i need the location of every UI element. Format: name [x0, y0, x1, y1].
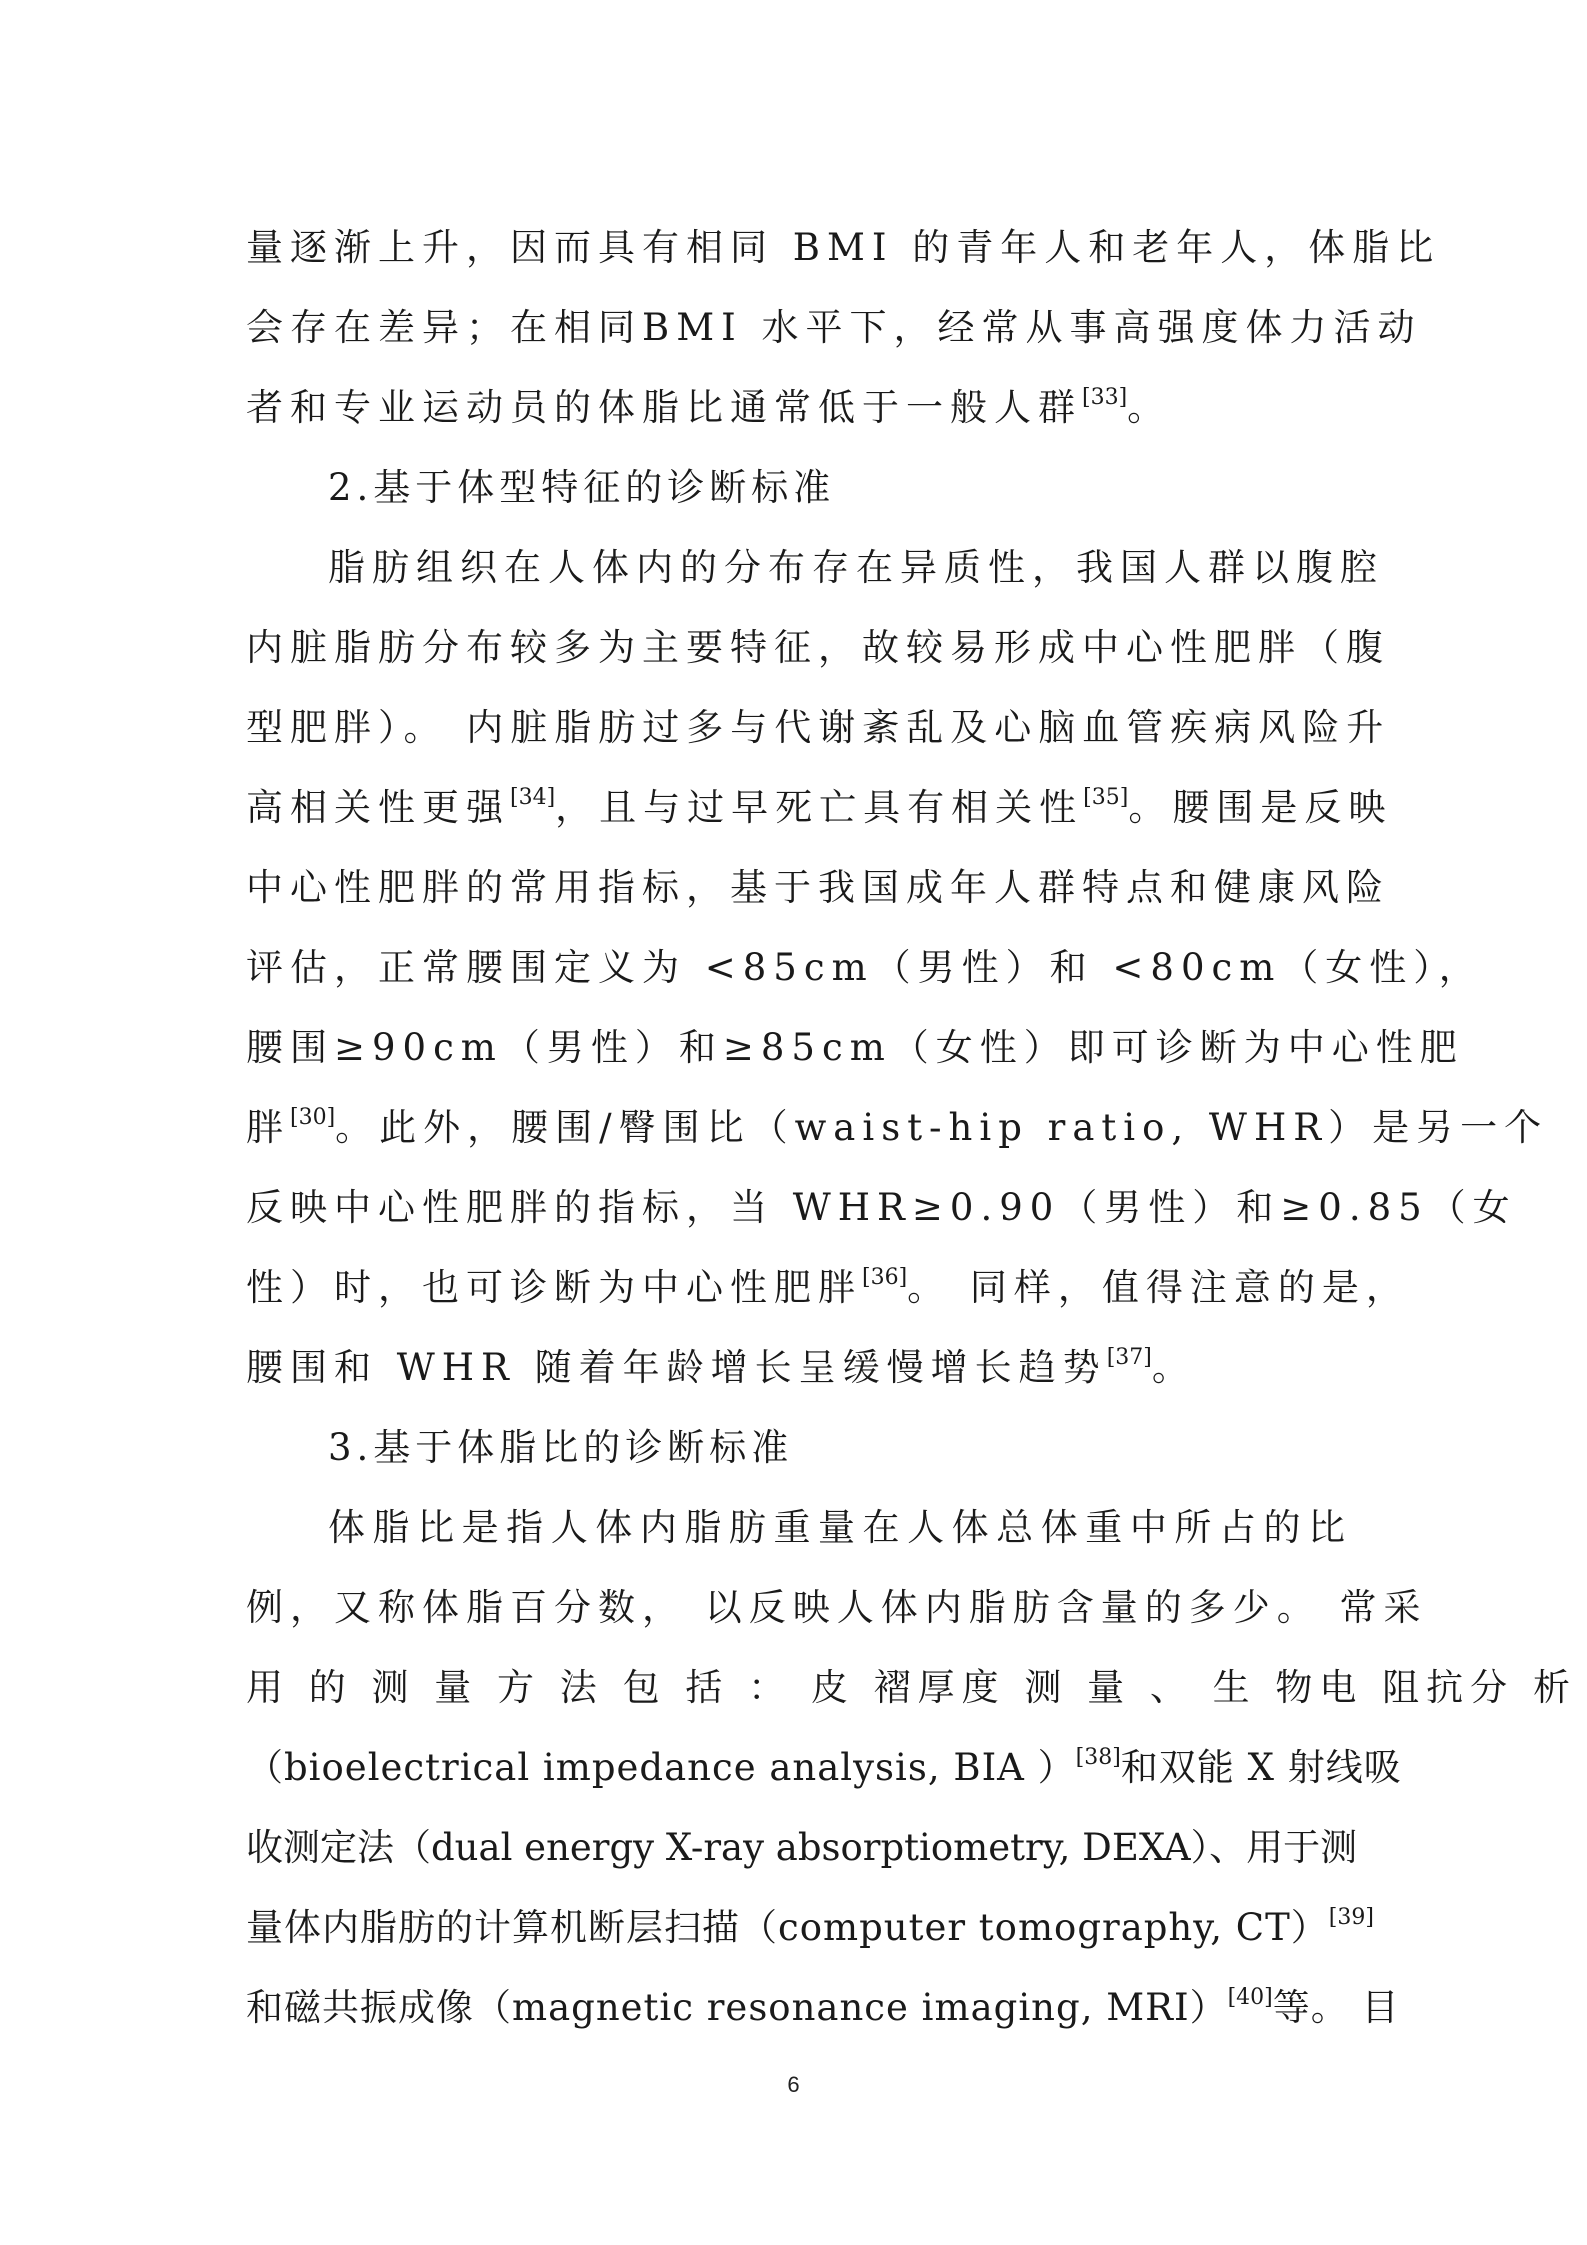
paragraph-line: 中心性肥胖的常用指标，基于我国成年人群特点和健康风险: [246, 866, 1390, 909]
paragraph-line: 评估，正常腰围定义为 <85cm（男性）和 <80cm（女性），: [246, 946, 1483, 989]
paragraph-line: [246, 1903, 1374, 1953]
citation-ref: [37]: [1106, 1345, 1152, 1370]
paragraph-line: 例，又称体脂百分数， 以反映人体内脂肪含量的多少。 常采: [246, 1586, 1428, 1629]
section-heading: 3.基于体脂比的诊断标准: [328, 1426, 794, 1469]
paragraph-line: 量逐渐上升，因而具有相同 BMI 的青年人和老年人，体脂比: [246, 226, 1441, 269]
paragraph-line: [246, 1103, 1549, 1153]
text-run: 。此外，腰围/臀围比（waist-hip ratio, WHR）是另一个: [335, 1106, 1549, 1149]
paragraph-line: 收测定法（dual energy X-ray absorptiometry, DEXA）、用于测: [246, 1826, 1358, 1869]
text-run: 。: [1127, 386, 1172, 429]
page-number: 6: [787, 2072, 800, 2097]
text-run: 者和专业运动员的体脂比通常低于一般人群: [246, 386, 1082, 429]
text-run: 。: [1151, 1346, 1196, 1389]
section-heading: 2.基于体型特征的诊断标准: [328, 466, 836, 509]
paragraph-line: 型肥胖）。 内脏脂肪过多与代谢紊乱及心脑血管疾病风险升: [246, 706, 1391, 749]
paragraph-line: 用 的 测 量 方 法 包 括 ： 皮 褶厚度 测 量 、 生 物电 阻抗分 析: [246, 1666, 1577, 1709]
paragraph-line: 反映中心性肥胖的指标，当 WHR≥0.90（男性）和≥0.85（女: [246, 1186, 1517, 1229]
citation-ref: [39]: [1328, 1905, 1374, 1930]
paragraph-line: 腰围≥90cm（男性）和≥85cm（女性）即可诊断为中心性肥: [246, 1026, 1464, 1069]
text-run: 。腰围是反映: [1128, 786, 1393, 829]
text-run: ，且与过早死亡具有相关性: [555, 786, 1084, 829]
citation-ref: [34]: [510, 785, 556, 810]
paragraph-line: 内脏脂肪分布较多为主要特征，故较易形成中心性肥胖（腹: [246, 626, 1390, 669]
paragraph-line: [246, 1343, 1352, 1393]
text-run: 。 同样，值得注意的是，: [907, 1266, 1410, 1309]
paragraph-line: [246, 783, 1393, 833]
text-run: 性）时，也可诊断为中心性肥胖: [246, 1266, 862, 1309]
paragraph-line: [246, 1983, 1400, 2033]
text-run: 腰围和 WHR 随着年龄增长呈缓慢增长趋势: [246, 1346, 1107, 1389]
text-run: 胖: [246, 1106, 290, 1149]
citation-ref: [38]: [1075, 1745, 1121, 1770]
paragraph-line: [246, 1743, 1402, 1793]
citation-ref: [36]: [862, 1265, 908, 1290]
citation-ref: [35]: [1083, 785, 1129, 810]
text-run: 和磁共振成像（magnetic resonance imaging, MRI）: [246, 1986, 1228, 2029]
citation-ref: [30]: [290, 1105, 336, 1130]
paragraph-line: 会存在差异；在相同BMI 水平下，经常从事高强度体力活动: [246, 306, 1422, 349]
paragraph-line: 脂肪组织在人体内的分布存在异质性，我国人群以腹腔: [328, 546, 1384, 589]
paragraph-line: 体脂比是指人体内脂肪重量在人体总体重中所占的比: [328, 1506, 1352, 1549]
text-run: （bioelectrical impedance analysis, BIA ）: [246, 1746, 1076, 1789]
text-run: 和双能 X 射线吸: [1120, 1746, 1402, 1789]
text-run: 等。 目: [1272, 1986, 1400, 2029]
text-run: 高相关性更强: [246, 786, 510, 829]
text-run: 量体内脂肪的计算机断层扫描（computer tomography, CT）: [246, 1906, 1329, 1949]
citation-ref: [33]: [1082, 385, 1128, 410]
paragraph-line: [246, 1263, 1410, 1313]
citation-ref: [40]: [1227, 1985, 1273, 2010]
paragraph-line: [246, 383, 1352, 433]
